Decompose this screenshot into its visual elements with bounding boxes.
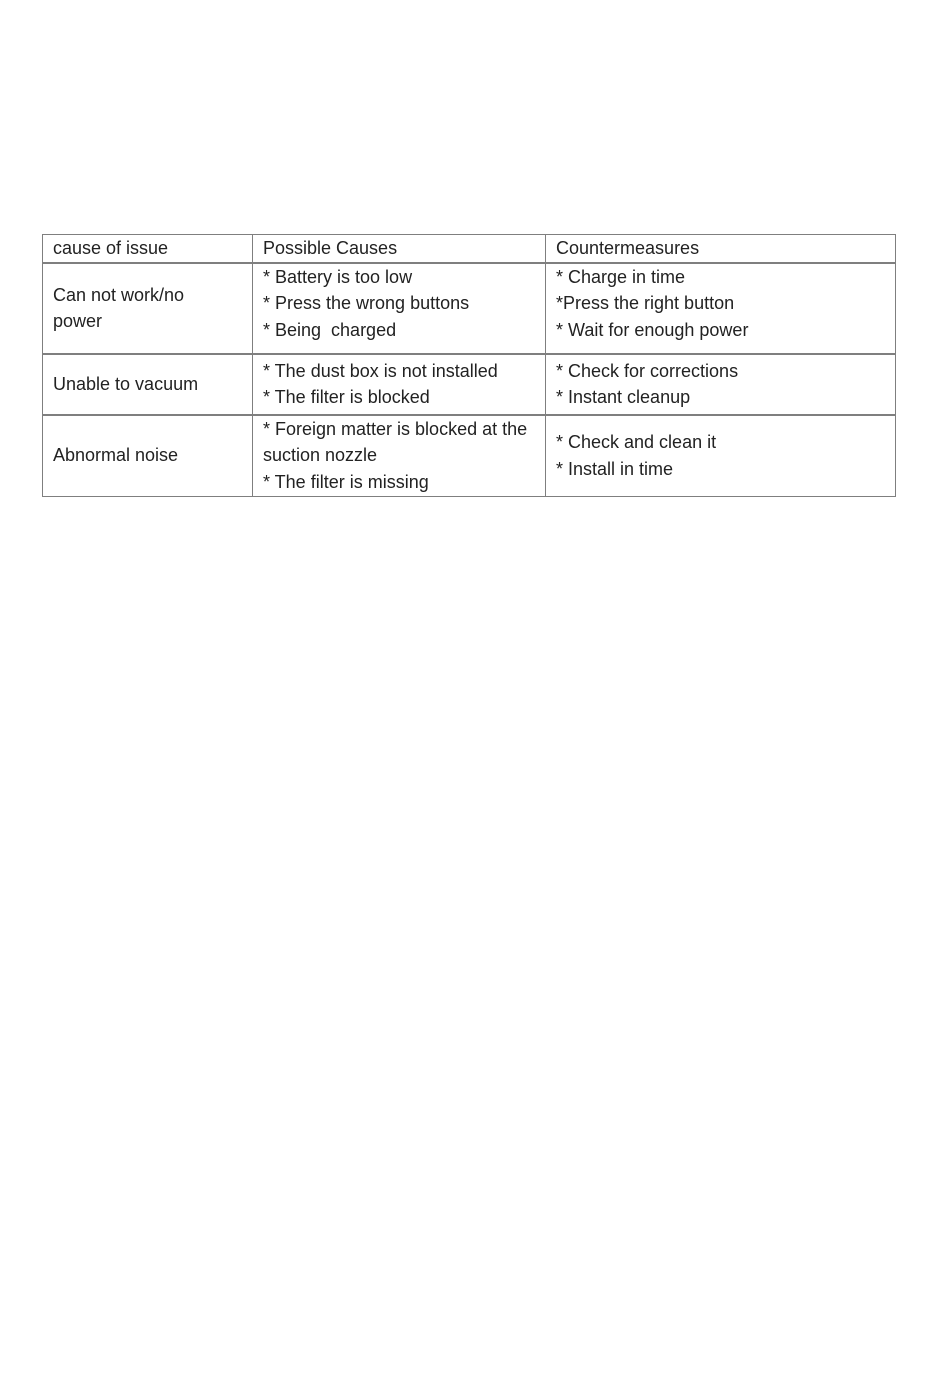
issue-cell (43, 354, 253, 415)
measure-item: * Check for corrections (556, 360, 739, 381)
header-countermeasures: Countermeasures (546, 235, 896, 263)
header-possible-causes: Possible Causes (253, 235, 546, 263)
cause-item: * The dust box is not installed (263, 360, 498, 381)
measures-cell (546, 415, 896, 497)
issue-cell (43, 263, 253, 354)
measures-cell (546, 263, 896, 354)
causes-cell (253, 354, 546, 415)
table-row (43, 263, 896, 354)
issue-text: Can not work/no power (53, 284, 185, 331)
measure-item: * Check and clean it (556, 432, 717, 452)
cause-item: * Being charged (263, 319, 397, 340)
causes-cell (253, 415, 546, 497)
measure-item: * Install in time (556, 458, 674, 479)
table-row (43, 354, 896, 415)
issue-text: Unable to vacuum (53, 373, 199, 394)
causes-cell (253, 263, 546, 354)
troubleshooting-table (42, 234, 896, 497)
measure-item: *Press the right button (556, 293, 735, 313)
cause-item: * The filter is missing (263, 471, 429, 492)
table-header-row (43, 235, 896, 263)
cause-item: * Press the wrong buttons (263, 293, 470, 313)
table-row (43, 415, 896, 497)
measure-item: * Charge in time (556, 266, 686, 287)
header-cause-of-issue: cause of issue (43, 235, 253, 263)
cause-item: * Battery is too low (263, 266, 413, 287)
measure-item: * Wait for enough power (556, 319, 749, 340)
issue-cell (43, 415, 253, 497)
cause-item: * Foreign matter is blocked at the suction nozzle (263, 418, 528, 465)
cause-item: * The filter is blocked (263, 387, 430, 407)
measures-cell (546, 354, 896, 415)
measure-item: * Instant cleanup (556, 387, 691, 407)
issue-text: Abnormal noise (53, 445, 179, 466)
